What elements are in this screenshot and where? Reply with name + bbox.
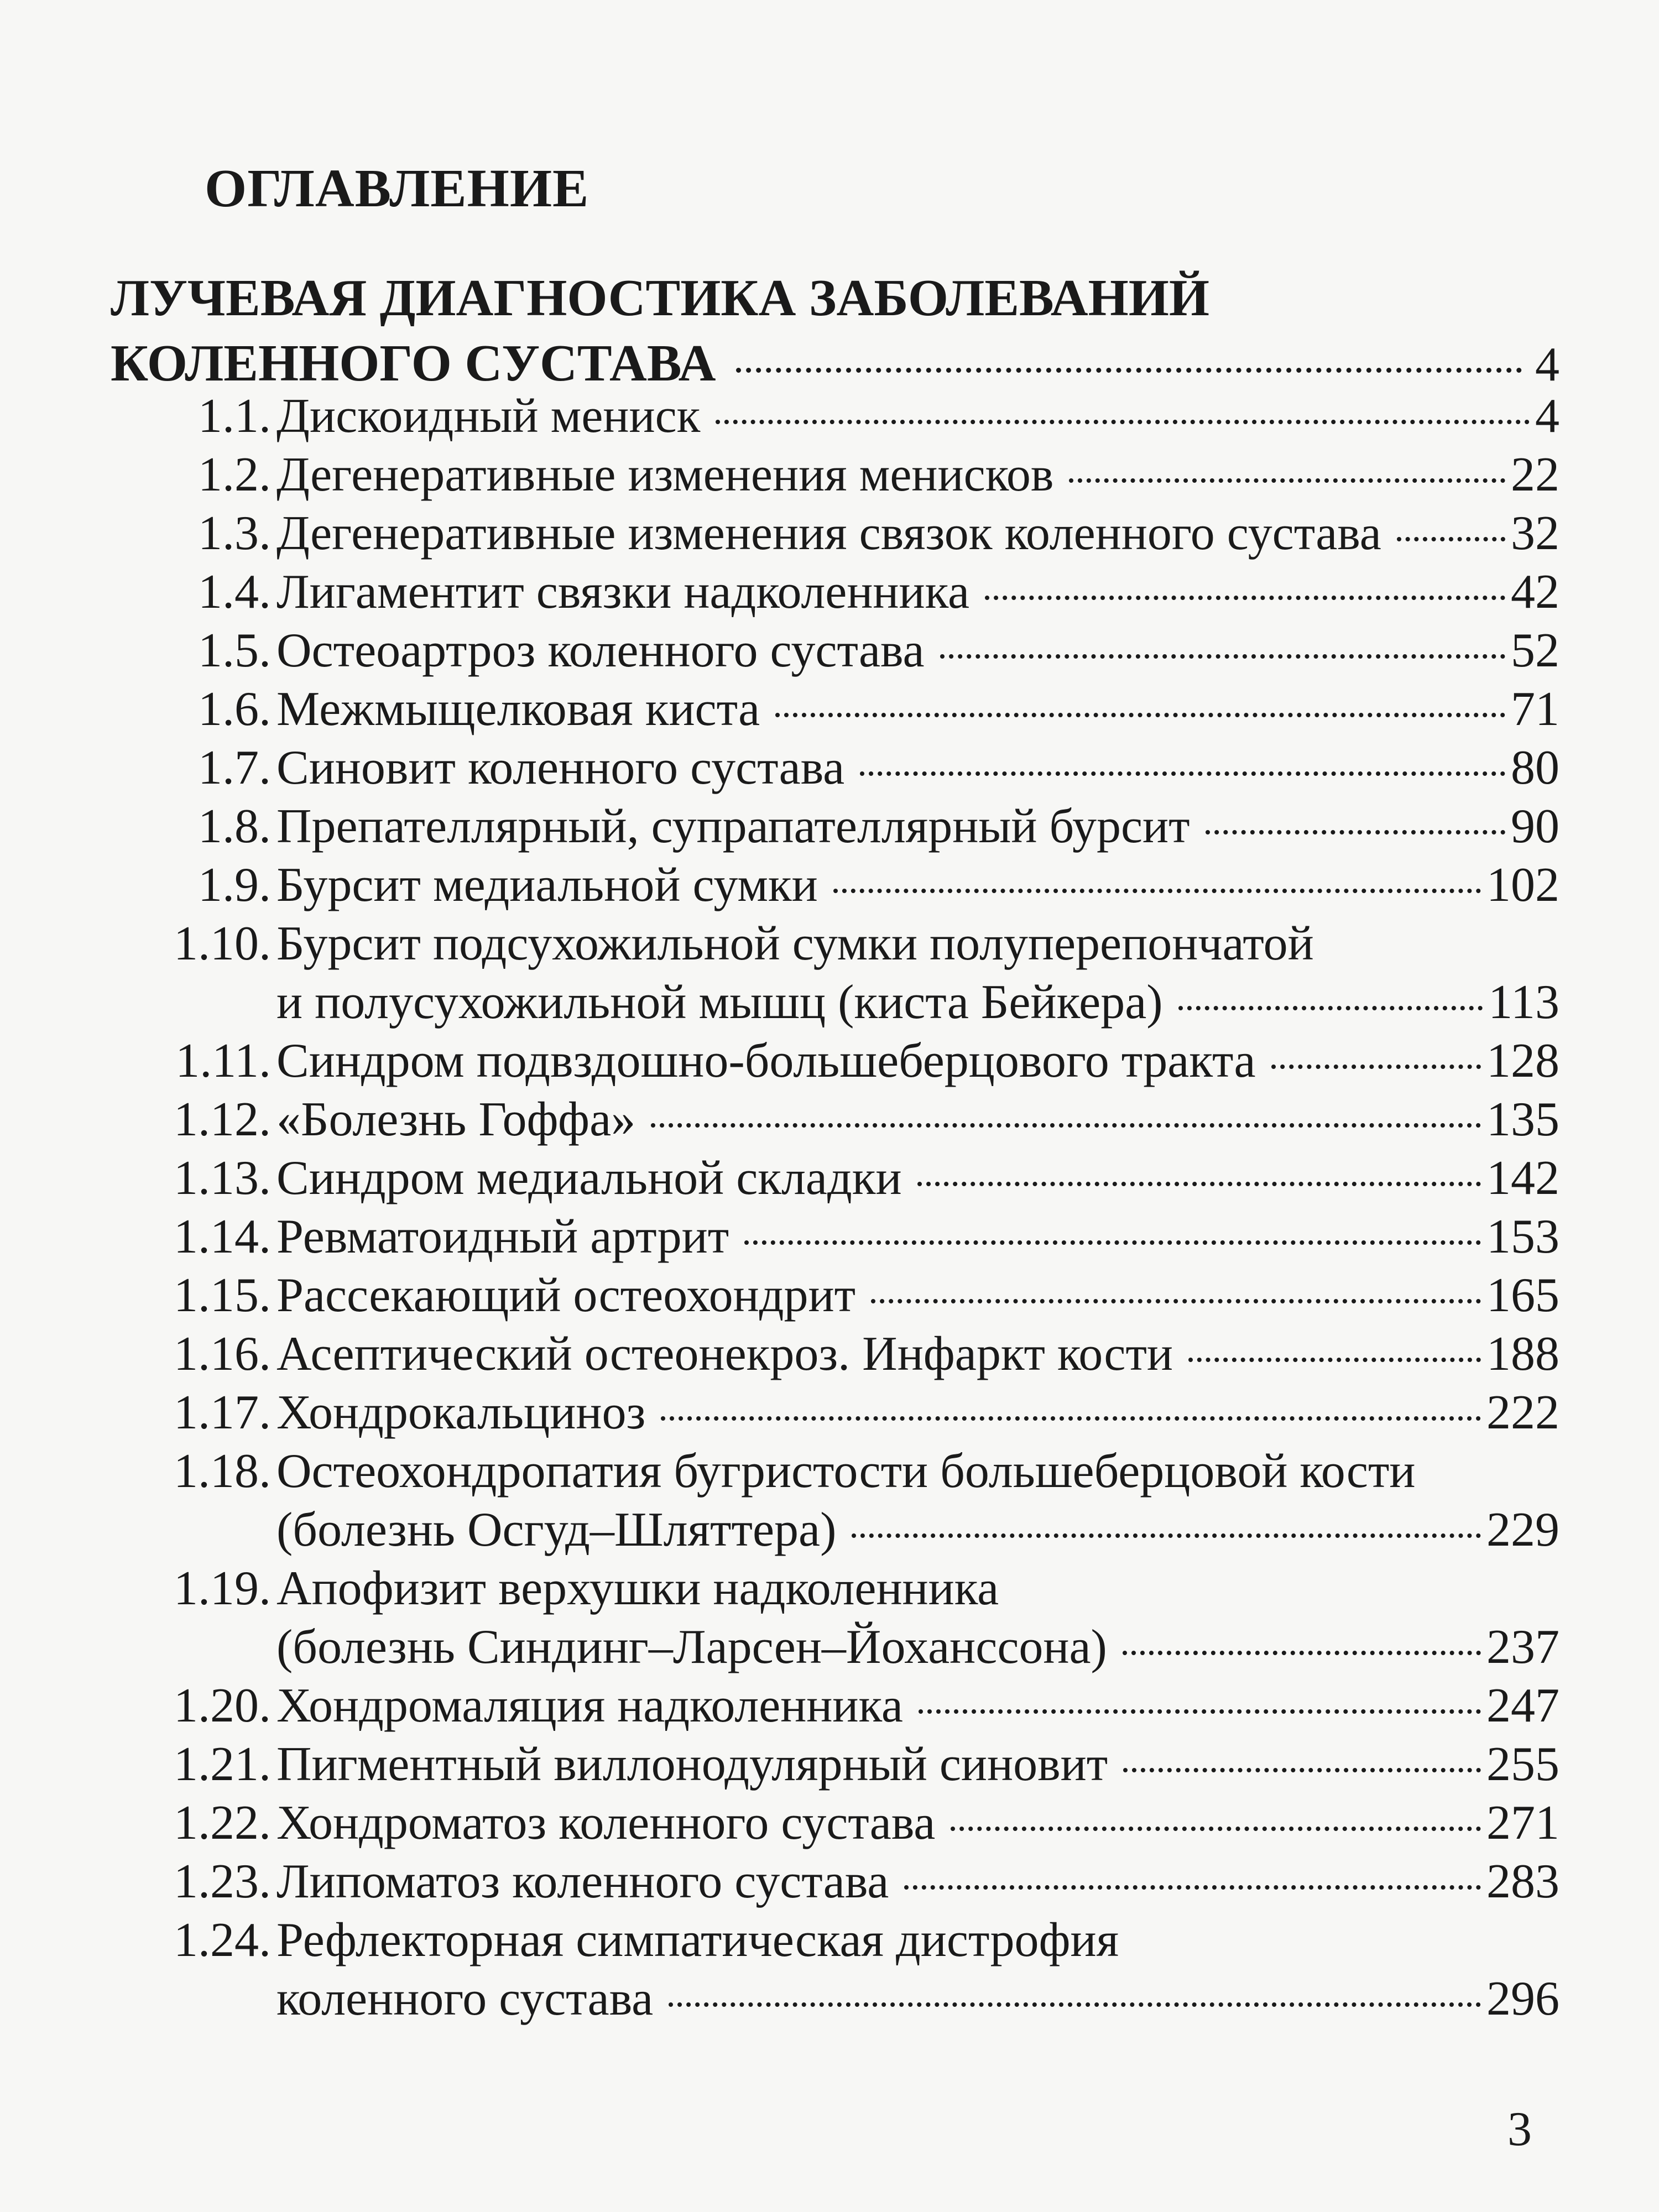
toc-entry-title: Хондромаляция надколенника — [276, 1679, 903, 1733]
toc-entry-title: «Болезнь Гоффа» — [276, 1093, 636, 1146]
toc-entry-line — [276, 1970, 1559, 2028]
toc-entry-title: Хондроматоз коленного сустава — [276, 1796, 936, 1850]
toc-entry-title: Рефлекторная симпатическая дистрофия — [276, 1913, 1119, 1967]
toc-entry-body — [276, 1032, 1559, 1091]
toc-entry-title: и полусухожильной мышц (киста Бейкера) — [276, 975, 1163, 1029]
toc-entry-number: 1.4. — [198, 565, 271, 619]
toc-entry-line — [276, 1794, 1559, 1853]
toc-entry-line — [276, 446, 1559, 504]
toc-entry-line — [276, 563, 1559, 622]
toc-entry-number: 1.15. — [174, 1269, 271, 1322]
toc-entry-number: 1.8. — [198, 800, 271, 853]
dot-leader — [736, 368, 1522, 373]
toc-entry-number: 1.18. — [174, 1444, 271, 1498]
toc-entry-title: Остеохондропатия бугристости большеберцовой кости — [276, 1444, 1416, 1498]
toc-entry — [111, 1559, 1559, 1677]
toc-entry-page: 22 — [1511, 448, 1559, 502]
toc-entry-page: 165 — [1486, 1269, 1559, 1322]
toc-entry-line — [276, 1442, 1559, 1501]
chapter-page-number: 4 — [1535, 338, 1559, 392]
toc-entry — [111, 622, 1559, 680]
dot-leader — [871, 1299, 1481, 1303]
toc-entry-line — [276, 1325, 1559, 1384]
toc-entry-page: 229 — [1486, 1503, 1559, 1557]
toc-entry-page: 4 — [1535, 389, 1559, 443]
dot-leader — [661, 1416, 1481, 1421]
toc-entry-title: Бурсит подсухожильной сумки полуперепончатой — [276, 917, 1314, 971]
toc-entry-page: 128 — [1486, 1034, 1559, 1088]
toc-entry-line — [276, 1735, 1559, 1794]
toc-entry-body — [276, 1266, 1559, 1325]
toc-entry-page: 255 — [1486, 1738, 1559, 1791]
toc-entry-title: (болезнь Осгуд–Шляттера) — [276, 1503, 837, 1557]
toc-entry-body — [276, 1149, 1559, 1208]
toc-entry-number: 1.16. — [174, 1327, 271, 1381]
toc-entry-title: Апофизит верхушки надколенника — [276, 1562, 999, 1615]
toc-entry-line — [276, 739, 1559, 797]
toc-entry — [111, 1442, 1559, 1559]
dot-leader — [775, 713, 1505, 717]
toc-entry-title: (болезнь Синдинг–Ларсен–Йохансcона) — [276, 1620, 1107, 1674]
dot-leader — [985, 596, 1505, 600]
dot-leader — [919, 1709, 1481, 1714]
toc-entry-line — [276, 1384, 1559, 1442]
toc-entry-title: Дискоидный мениск — [276, 389, 701, 443]
toc-entry-page: 153 — [1486, 1210, 1559, 1264]
toc-entry-line — [276, 387, 1559, 446]
toc-entry-title: Препателлярный, супрапателлярный бурсит — [276, 800, 1190, 853]
toc-entry-page: 135 — [1486, 1093, 1559, 1146]
toc-entry-line — [276, 1149, 1559, 1208]
dot-leader — [940, 654, 1506, 659]
toc-entry-page: 71 — [1511, 682, 1559, 736]
toc-entry-title: Дегенеративные изменения связок коленного сустава — [276, 507, 1381, 560]
toc-entry-body — [276, 563, 1559, 622]
toc-entry — [111, 797, 1559, 856]
toc-entry-title: Бурсит медиальной сумки — [276, 858, 818, 912]
toc-entry-line — [276, 1208, 1559, 1266]
toc-entry-title: коленного сустава — [276, 1972, 654, 2026]
toc-entry-body — [276, 1677, 1559, 1735]
dot-leader — [669, 2002, 1481, 2007]
toc-entry-title: Дегенеративные изменения менисков — [276, 448, 1054, 502]
toc-entry-title: Липоматоз коленного сустава — [276, 1855, 889, 1908]
toc-entry-title: Ревматоидный артрит — [276, 1210, 729, 1264]
toc-entry — [111, 1091, 1559, 1149]
toc-entry — [111, 1266, 1559, 1325]
toc-entry-number: 1.23. — [174, 1855, 271, 1908]
toc-entry-page: 42 — [1511, 565, 1559, 619]
toc-entry-title: Синдром подвздошно-большеберцового тракта — [276, 1034, 1256, 1088]
toc-entry-number: 1.2. — [198, 448, 271, 502]
dot-leader — [1123, 1768, 1481, 1772]
toc-entry-number: 1.24. — [174, 1913, 271, 1967]
toc-entry-number: 1.7. — [198, 741, 271, 795]
toc-entry-line — [276, 1677, 1559, 1735]
toc-entry-body — [276, 387, 1559, 446]
dot-leader — [1188, 1358, 1481, 1362]
toc-entry-number: 1.22. — [174, 1796, 271, 1850]
toc-entry-number: 1.21. — [174, 1738, 271, 1791]
toc-entry-line — [276, 973, 1559, 1032]
toc-entry-title: Асептический остеонекроз. Инфаркт кости — [276, 1327, 1173, 1381]
toc-entry-page: 271 — [1486, 1796, 1559, 1850]
toc-entry — [111, 1677, 1559, 1735]
toc-entry-page: 237 — [1486, 1620, 1559, 1674]
toc-entry — [111, 504, 1559, 563]
toc-entry-body — [276, 739, 1559, 797]
toc-entry-number: 1.20. — [174, 1679, 271, 1733]
dot-leader — [744, 1240, 1481, 1245]
toc-entry-line — [276, 1911, 1559, 1970]
toc-entry-body — [276, 1091, 1559, 1149]
toc-entry — [111, 680, 1559, 739]
dot-leader — [716, 420, 1530, 424]
dot-leader — [651, 1123, 1481, 1128]
toc-entry-title: Остеоартроз коленного сустава — [276, 624, 925, 677]
toc-entry — [111, 563, 1559, 622]
toc-entry-page: 247 — [1486, 1679, 1559, 1733]
toc-entry — [111, 856, 1559, 915]
toc-entry-body — [276, 797, 1559, 856]
toc-entry-page: 142 — [1486, 1151, 1559, 1205]
toc-entry-number: 1.19. — [174, 1562, 271, 1615]
toc-entry-page: 222 — [1486, 1386, 1559, 1439]
dot-leader — [1178, 1006, 1483, 1010]
toc-entry-body — [276, 446, 1559, 504]
toc-entry-line — [276, 680, 1559, 739]
dot-leader — [852, 1533, 1481, 1538]
toc-entry-body — [276, 1911, 1559, 2028]
dot-leader — [833, 889, 1481, 893]
toc-entry — [111, 1384, 1559, 1442]
dot-leader — [1123, 1651, 1481, 1655]
toc-entry-page: 102 — [1486, 858, 1559, 912]
toc-entry-title: Синовит коленного сустава — [276, 741, 845, 795]
toc-entry-title: Синдром медиальной складки — [276, 1151, 902, 1205]
page-number: 3 — [1507, 2103, 1532, 2156]
dot-leader — [1206, 830, 1505, 834]
toc-entry-number: 1.12. — [174, 1093, 271, 1146]
toc-entry-body — [276, 622, 1559, 680]
toc-entry — [111, 1735, 1559, 1794]
toc-entry-body — [276, 1853, 1559, 1911]
toc-entry — [111, 1032, 1559, 1091]
toc-entry — [111, 1208, 1559, 1266]
toc-entry-page: 283 — [1486, 1855, 1559, 1908]
toc-list — [111, 387, 1559, 2028]
toc-entry-line — [276, 1853, 1559, 1911]
toc-entry — [111, 1853, 1559, 1911]
toc-entry-number: 1.1. — [198, 389, 271, 443]
toc-entry-line — [276, 1618, 1559, 1677]
toc-entry-body — [276, 1735, 1559, 1794]
toc-entry — [111, 915, 1559, 1032]
dot-leader — [860, 771, 1505, 776]
page-title: ОГЛАВЛЕНИЕ — [205, 159, 589, 218]
toc-entry-body — [276, 1442, 1559, 1559]
toc-entry-body — [276, 915, 1559, 1032]
toc-entry-number: 1.13. — [174, 1151, 271, 1205]
dot-leader — [1069, 478, 1505, 483]
toc-entry — [111, 1149, 1559, 1208]
toc-entry-number: 1.9. — [198, 858, 271, 912]
toc-entry-body — [276, 1559, 1559, 1677]
toc-entry-number: 1.3. — [198, 507, 271, 560]
toc-entry-page: 296 — [1486, 1972, 1559, 2026]
toc-entry-page: 113 — [1488, 975, 1559, 1029]
toc-entry-number: 1.5. — [198, 624, 271, 677]
toc-entry-body — [276, 1794, 1559, 1853]
toc-entry-body — [276, 1208, 1559, 1266]
toc-entry-number: 1.6. — [198, 682, 271, 736]
toc-entry-page: 188 — [1486, 1327, 1559, 1381]
toc-entry-body — [276, 856, 1559, 915]
toc-entry-line — [276, 856, 1559, 915]
toc-entry-page: 80 — [1511, 741, 1559, 795]
chapter-title-line-2: КОЛЕННОГО СУСТАВА — [111, 335, 716, 392]
chapter-heading-line-1 — [111, 265, 1559, 331]
toc-entry-page: 32 — [1511, 507, 1559, 560]
toc-entry-page: 90 — [1511, 800, 1559, 853]
toc-entry-line — [276, 504, 1559, 563]
toc-entry-page: 52 — [1511, 624, 1559, 677]
toc-entry-title: Пигментный виллонодулярный синовит — [276, 1738, 1108, 1791]
chapter-heading — [111, 265, 1559, 398]
toc-entry-line — [276, 1032, 1559, 1091]
toc-entry-body — [276, 504, 1559, 563]
toc-entry — [111, 739, 1559, 797]
toc-entry-number: 1.17. — [174, 1386, 271, 1439]
toc-entry-title: Лигаментит связки надколенника — [276, 565, 970, 619]
toc-entry-line — [276, 1091, 1559, 1149]
toc-entry — [111, 1911, 1559, 2028]
dot-leader — [904, 1885, 1481, 1890]
toc-entry-body — [276, 1325, 1559, 1384]
chapter-title-line-1: ЛУЧЕВАЯ ДИАГНОСТИКА ЗАБОЛЕВАНИЙ — [111, 269, 1210, 327]
toc-entry-line — [276, 1501, 1559, 1559]
toc-entry-line — [276, 1559, 1559, 1618]
toc-entry-body — [276, 1384, 1559, 1442]
dot-leader — [1397, 537, 1505, 541]
toc-entry-number: 1.10. — [174, 917, 271, 971]
toc-entry-body — [276, 680, 1559, 739]
toc-entry-title: Рассекающий остеохондрит — [276, 1269, 856, 1322]
toc-entry-number: 1.14. — [174, 1210, 271, 1264]
toc-entry — [111, 1794, 1559, 1853]
toc-entry-line — [276, 1266, 1559, 1325]
dot-leader — [1271, 1065, 1481, 1069]
toc-entry-line — [276, 622, 1559, 680]
toc-entry-title: Межмыщелковая киста — [276, 682, 760, 736]
toc-entry — [111, 387, 1559, 446]
toc-entry-title: Хондрокальциноз — [276, 1386, 646, 1439]
toc-entry-line — [276, 797, 1559, 856]
toc-entry-number: 1.11. — [175, 1034, 271, 1088]
toc-entry — [111, 1325, 1559, 1384]
dot-leader — [951, 1827, 1481, 1831]
toc-entry-line — [276, 915, 1559, 973]
dot-leader — [917, 1182, 1481, 1186]
toc-entry — [111, 446, 1559, 504]
